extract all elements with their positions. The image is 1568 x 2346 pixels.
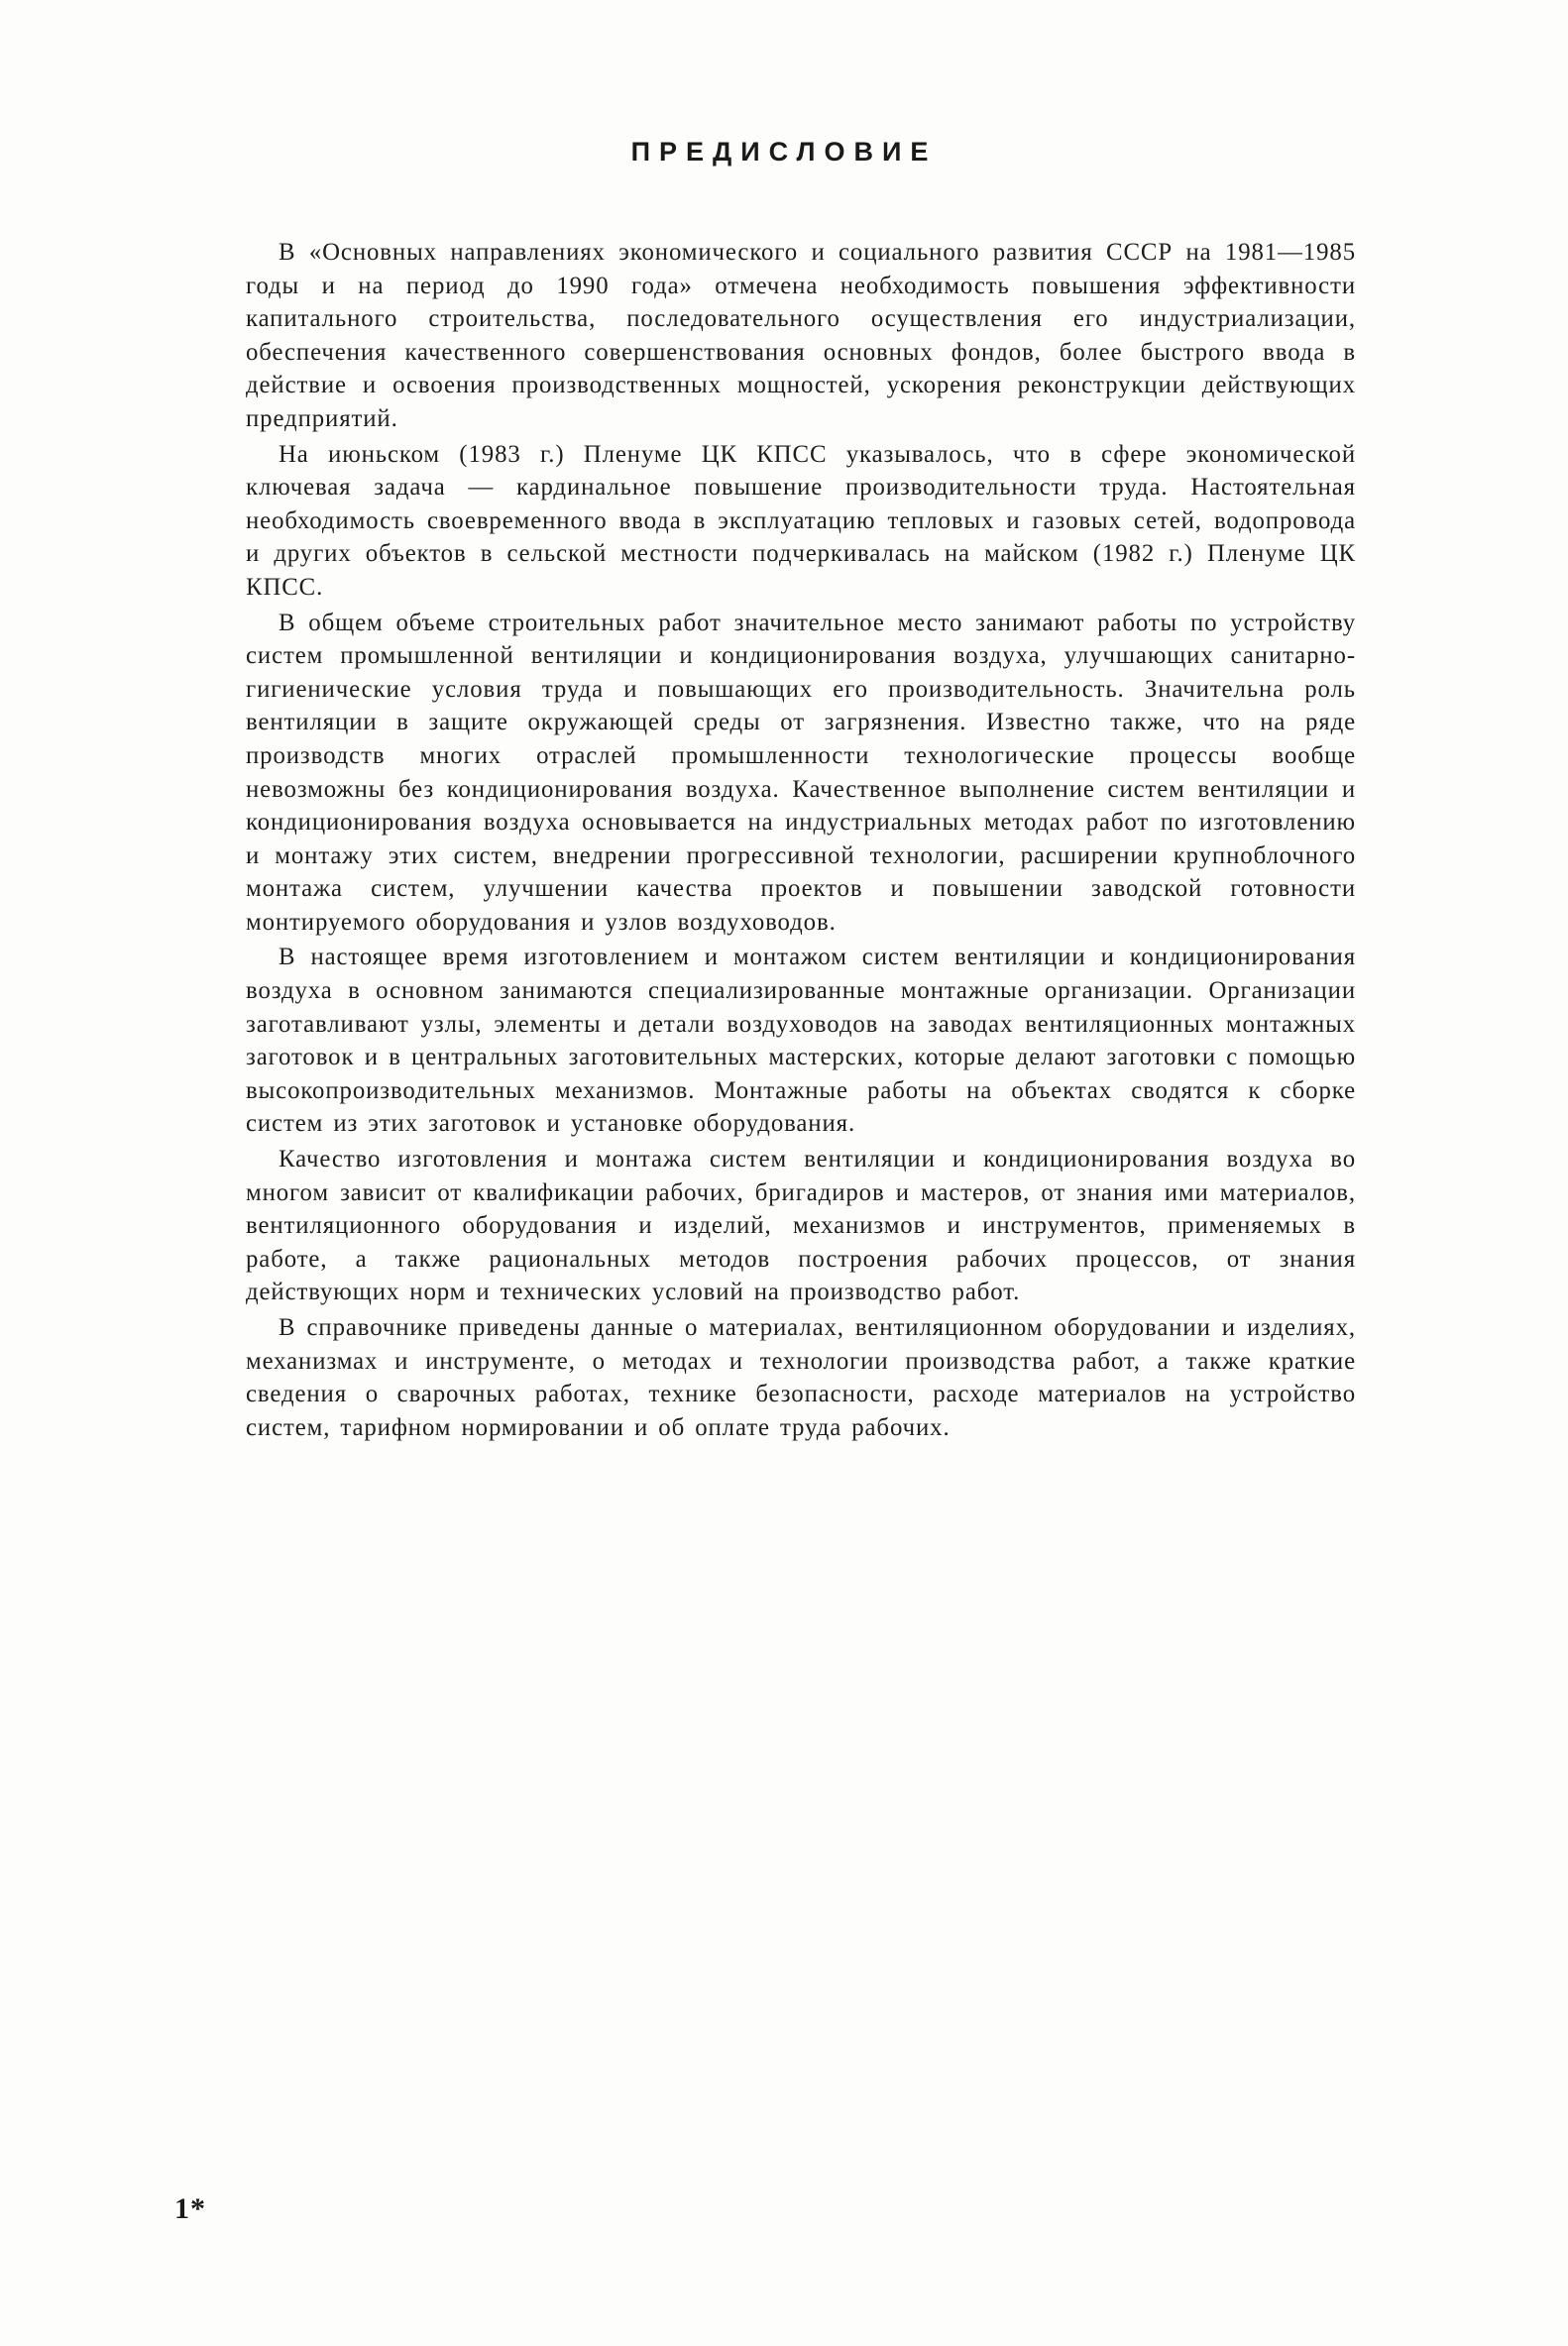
paragraph: В настоящее время изготовлением и монтажом систем вентиляции и кондиционирования воздуха в основном занимаются специализированные монтажные организации. Организации заготавливают узлы, элементы и детали воздуховодов на заводах вентиляционных монтажных заготовок и в центральных заготовительных мастерских, которые делают заготовки с помощью высокопроизводительных механизмов. Монтажные работы на объектах сводятся к сборке систем из этих заготовок и установке оборудования. bbox=[246, 944, 1356, 1138]
paragraph: В общем объеме строительных работ значительное место занимают работы по устройству систем промышленной вентиляции и кондиционирования воздуха, улучшающих санитарно-гигиенические условия труда и повышающих его производительность. Значительна роль вентиляции в защите окружающей среды от загрязнения. Известно также, что на ряде производств многих отраслей промышленности технологические процессы вообще невозможны без кондиционирования воздуха. Качественное выполнение систем вентиляции и кондиционирования воздуха основывается на индустриальных методах работ по изготовлению и монтажу этих систем, внедрении прогрессивной технологии, расширении крупноблочного монтажа систем, улучшении качества проектов и повышении заводской готовности монтируемого оборудования и узлов воздуховодов. bbox=[246, 609, 1356, 936]
paragraph: Качество изготовления и монтажа систем вентиляции и кондиционирования воздуха во многом зависит от квалификации рабочих, бригадиров и мастеров, от знания ими материалов, вентиляционного оборудования и изделий, механизмов и инструментов, применяемых в работе, а также рациональных методов построения рабочих процессов, от знания действующих норм и технических условий на производство работ. bbox=[246, 1146, 1356, 1306]
paragraph: В «Основных направлениях экономического и социального развития СССР на 1981—1985 годы и на период до 1990 года» отмечена необходимость повышения эффективности капитального строительства, последовательного осуществления его индустриализации, обеспечения качественного совершенствования основных фондов, более быстрого ввода в действие и освоения производственных мощностей, ускорения реконструкции действующих предприятий. bbox=[246, 239, 1356, 432]
paragraph: В справочнике приведены данные о материалах, вентиляционном оборудовании и изделиях, механизмах и инструменте, о методах и технологии производства работ, а также краткие сведения о сварочных работах, технике безопасности, расходе материалов на устройство систем, тарифном нормировании и об оплате труда рабочих. bbox=[246, 1314, 1356, 1441]
body-text bbox=[246, 236, 1356, 1446]
page-title: ПРЕДИСЛОВИЕ bbox=[630, 137, 938, 167]
signature-mark: 1* bbox=[174, 2192, 206, 2225]
paragraph: На июньском (1983 г.) Пленуме ЦК КПСС указывалось, что в сфере экономической ключевая задача — кардинальное повышение производительности труда. Настоятельная необходимость своевременного ввода в эксплуатацию тепловых и газовых сетей, водопровода и других объектов в сельской местности подчеркивалась на майском (1982 г.) Пленуме ЦК КПСС. bbox=[246, 440, 1356, 601]
